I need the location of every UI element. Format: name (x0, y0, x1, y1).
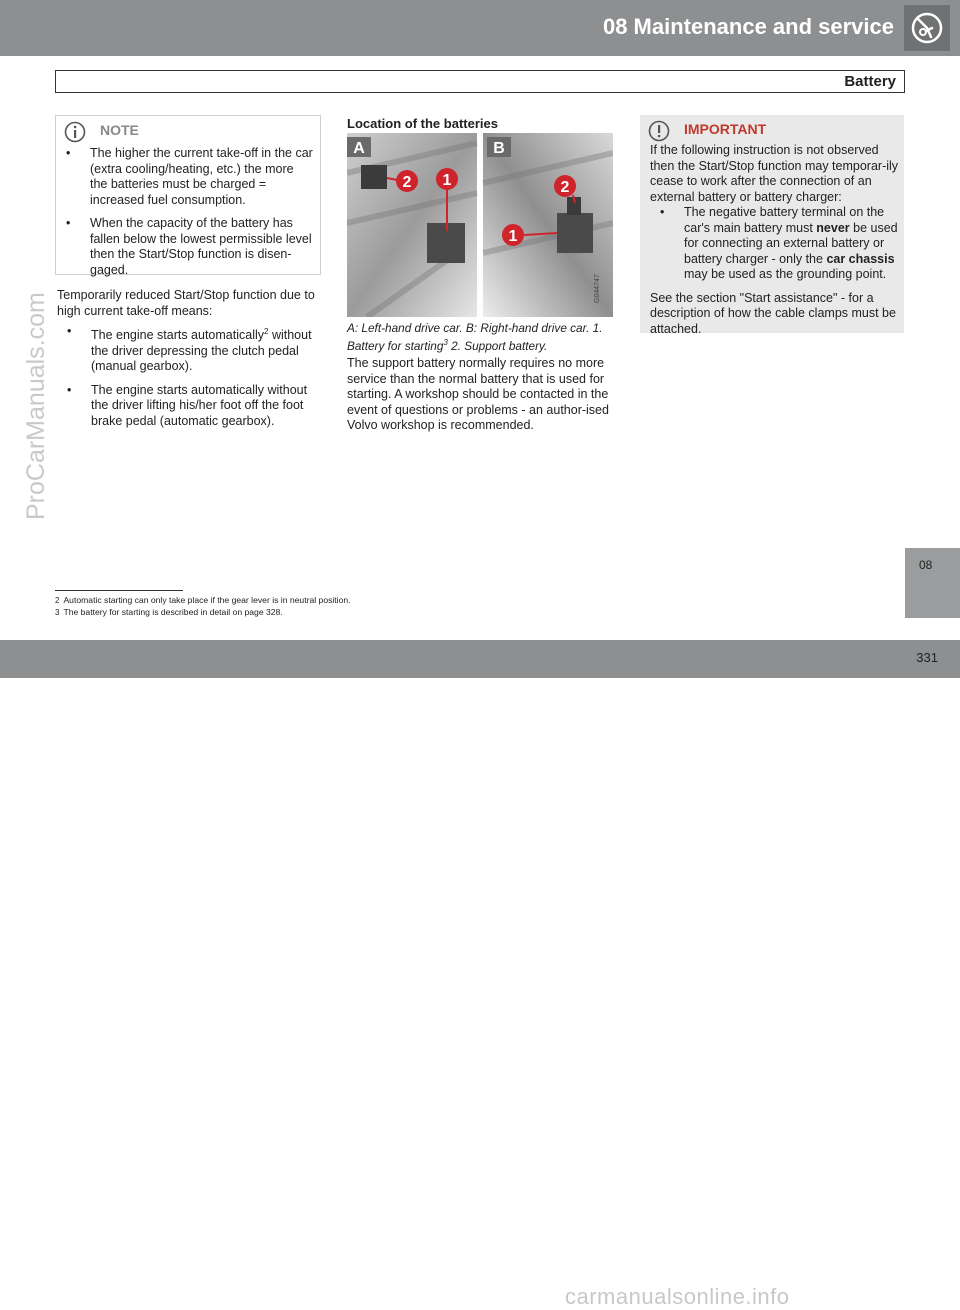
location-heading: Location of the batteries (347, 116, 498, 131)
important-box (640, 115, 904, 336)
footnote (55, 607, 351, 619)
marker-label: 2 (402, 174, 412, 191)
chapter-tab (905, 548, 960, 618)
list-item-text: be used for connecting an external battery or battery charger - only the (684, 220, 898, 266)
col1-intro: Temporarily reduced Start/Stop function due to high current take-off means: (57, 288, 315, 318)
footnotes (55, 595, 351, 618)
note-heading: NOTE (100, 122, 139, 138)
note-item: • The higher the current take-off in the car (extra cooling/heating, etc.) the more the batteries must be charged = increased fuel consumption. (56, 146, 314, 208)
col1-list (57, 324, 321, 437)
footnote-number: 2 (55, 596, 60, 605)
location-body: The support battery normally requires no more service than the normal battery that is used for starting. A workshop should be contacted in the event of questions or problems - an author-ised Volvo workshop is recommended. (347, 356, 609, 432)
note-box (55, 115, 321, 275)
wrench-icon (904, 5, 950, 51)
info-icon (64, 121, 86, 143)
battery-photo (347, 133, 613, 317)
bottom-watermark: carmanualsonline.info (565, 1284, 790, 1309)
warning-icon (648, 120, 670, 142)
footer-band (0, 640, 960, 1309)
important-intro: If the following instruction is not observed then the Start/Stop function may temporar-ily cease to work after the connection of an external battery or battery charger: (650, 143, 899, 204)
important-outro: See the section "Start assistance" - for a description of how the cable clamps must be attached. (650, 290, 896, 336)
emphasis-car-chassis: car chassis (826, 251, 895, 266)
list-item (650, 205, 900, 283)
footnote-ref: 2 (264, 327, 269, 336)
list-item-text: The negative battery terminal on the car's main battery must (684, 205, 885, 235)
caption-text: 2. Support battery. (447, 338, 548, 353)
list-item-text: may be used as the grounding point. (684, 267, 887, 281)
note-item: • When the capacity of the battery has fallen below the lowest permissible level then the Start/Stop function is disen-gaged. (56, 216, 314, 278)
page-number: 331 (916, 650, 938, 665)
caption-text: A: Left-hand drive car. B: Right-hand drive car. 1. Battery for starting (347, 321, 603, 353)
list-item (57, 324, 321, 375)
section-bar (55, 70, 905, 93)
footnote-rule (55, 590, 183, 591)
important-heading: IMPORTANT (684, 121, 767, 137)
photo-label-b: B (493, 140, 505, 157)
list-item-text: without the driver depressing the clutch pedal (manual gearbox). (91, 328, 312, 374)
list-item-text: The engine starts automatically (91, 328, 265, 343)
section-title: Battery (844, 73, 896, 90)
marker-label: 1 (508, 228, 518, 245)
side-watermark: ProCarManuals.com (22, 292, 50, 520)
important-body (650, 143, 900, 337)
note-list (56, 146, 314, 286)
photo-label-a: A (353, 140, 365, 157)
footnote-number: 3 (55, 607, 60, 617)
chapter-tab-label: 08 (919, 558, 933, 572)
header-band (0, 0, 960, 56)
footnote-text: The battery for starting is described in detail on page 328. (63, 606, 283, 617)
marker-label: 2 (560, 179, 570, 196)
image-code: G044747 (594, 274, 601, 303)
marker-label: 1 (442, 172, 452, 189)
footnote-ref: 3 (443, 337, 448, 347)
footnote-text: Automatic starting can only take place if the gear lever is in neutral position. (63, 595, 351, 605)
photo-caption (347, 321, 613, 353)
emphasis-never: never (816, 220, 850, 235)
important-list (650, 205, 900, 283)
footnote (55, 595, 351, 607)
list-item: • The engine starts automatically without the driver lifting his/her foot off the foot brake pedal (automatic gearbox). (57, 383, 321, 430)
chapter-title: 08 Maintenance and service (602, 14, 894, 39)
